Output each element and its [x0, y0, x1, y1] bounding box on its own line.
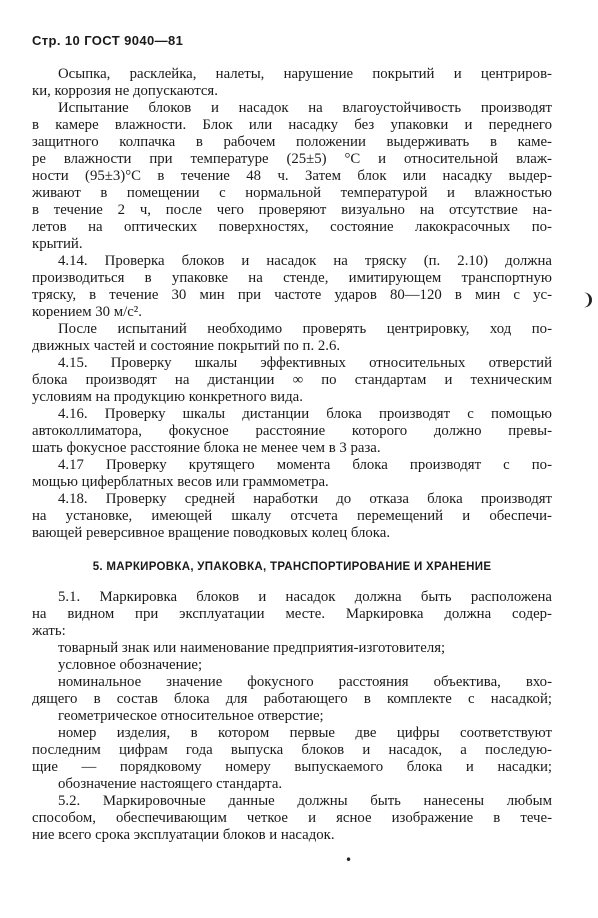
text-line: ние всего срока эксплуатации блоков и насадок.: [32, 827, 335, 843]
text-line: 4.15. Проверку шкалы эффективных относительных отверстий: [58, 355, 552, 371]
text-line: После испытаний необходимо проверять центрировку, ход по-: [58, 321, 552, 337]
page-header: Стр. 10 ГОСТ 9040—81: [32, 33, 184, 48]
text-line: летов на оптических поверхностях, состояние лакокрасочных по-: [32, 219, 552, 235]
text-line: жать:: [32, 623, 66, 639]
text-line: защитного колпачка в рабочем положении выдерживать в каме-: [32, 134, 552, 150]
text-line: ре влажности при температуре (25±5) °С и относительной влаж-: [32, 151, 552, 167]
text-line: 5.2. Маркировочные данные должны быть нанесены любым: [58, 793, 552, 809]
text-line: Испытание блоков и насадок на влагоустойчивость производят: [58, 100, 552, 116]
text-line: номер изделия, в котором первые две цифры соответствуют: [58, 725, 552, 741]
text-line: геометрическое относительное отверстие;: [58, 708, 324, 724]
text-line: товарный знак или наименование предприятия-изготовителя;: [58, 640, 446, 656]
text-line: 4.14. Проверка блоков и насадок на тряску (п. 2.10) должна: [58, 253, 552, 269]
text-line: шать фокусное расстояние блока не менее чем в 3 раза.: [32, 440, 381, 456]
text-line: ности (95±3)°С в течение 48 ч. Затем блок или насадку выдер-: [32, 168, 552, 184]
section-4-text: [32, 66, 552, 542]
text-line: условное обозначение;: [58, 657, 203, 673]
text-line: производиться в упаковке на стенде, имитирующем транспортную: [32, 270, 552, 286]
text-line: крытий.: [32, 236, 83, 252]
text-line: обозначение настоящего стандарта.: [58, 776, 283, 792]
margin-mark-icon: ❩: [581, 290, 595, 309]
text-line: тряску, в течение 30 мин при частоте ударов 80—120 в мин с ус-: [32, 287, 552, 303]
text-line: вающей реверсивное вращение поводковых колец блока.: [32, 525, 391, 541]
text-line: на видном при эксплуатации месте. Маркировка должна содер-: [32, 606, 552, 622]
text-line: живают в помещении с нормальной температурой и влажностью: [32, 185, 552, 201]
text-line: в течение 2 ч, после чего проверяют визуально на отсутствие на-: [32, 202, 552, 218]
text-line: движных частей и состояние покрытий по п. 2.6.: [32, 338, 341, 354]
text-line: щие — порядковому номеру выпускаемого блока и насадки;: [32, 759, 552, 775]
text-line: мощью циферблатных весов или граммометра.: [32, 474, 329, 490]
document-body: [32, 66, 552, 844]
text-line: ки, коррозия не допускаются.: [32, 83, 218, 99]
text-line: Осыпка, расклейка, налеты, нарушение покрытий и центриров-: [58, 66, 552, 82]
section-5-title: 5. МАРКИРОВКА, УПАКОВКА, ТРАНСПОРТИРОВАНИЕ И ХРАНЕНИЕ: [92, 561, 492, 573]
text-line: 5.1. Маркировка блоков и насадок должна быть расположена: [58, 589, 552, 605]
text-line: в камере влажности. Блок или насадку без упаковки и переднего: [32, 117, 552, 133]
text-line: автоколлиматора, фокусное расстояние которого должно превы-: [32, 423, 552, 439]
dot-mark-icon: •: [345, 853, 353, 867]
text-line: последним цифрам года выпуска блоков и насадок, а последую-: [32, 742, 552, 758]
text-line: корением 30 м/с².: [32, 304, 142, 320]
text-line: номинальное значение фокусного расстояния объектива, вхо-: [58, 674, 552, 690]
section-5-text: [32, 589, 552, 844]
text-line: дящего в состав блока для работающего в комплекте с насадкой;: [32, 691, 552, 707]
text-line: условиям на продукцию конкретного вида.: [32, 389, 303, 405]
text-line: на установке, имеющей шкалу отсчета перемещений и обеспечи-: [32, 508, 552, 524]
text-line: 4.17 Проверку крутящего момента блока производят с по-: [58, 457, 552, 473]
text-line: 4.16. Проверку шкалы дистанции блока производят с помощью: [58, 406, 552, 422]
text-line: способом, обеспечивающим четкое и ясное изображение в тече-: [32, 810, 552, 826]
text-line: 4.18. Проверку средней наработки до отказа блока производят: [58, 491, 552, 507]
text-line: блока производят на дистанции ∞ по стандартам и техническим: [32, 372, 552, 388]
